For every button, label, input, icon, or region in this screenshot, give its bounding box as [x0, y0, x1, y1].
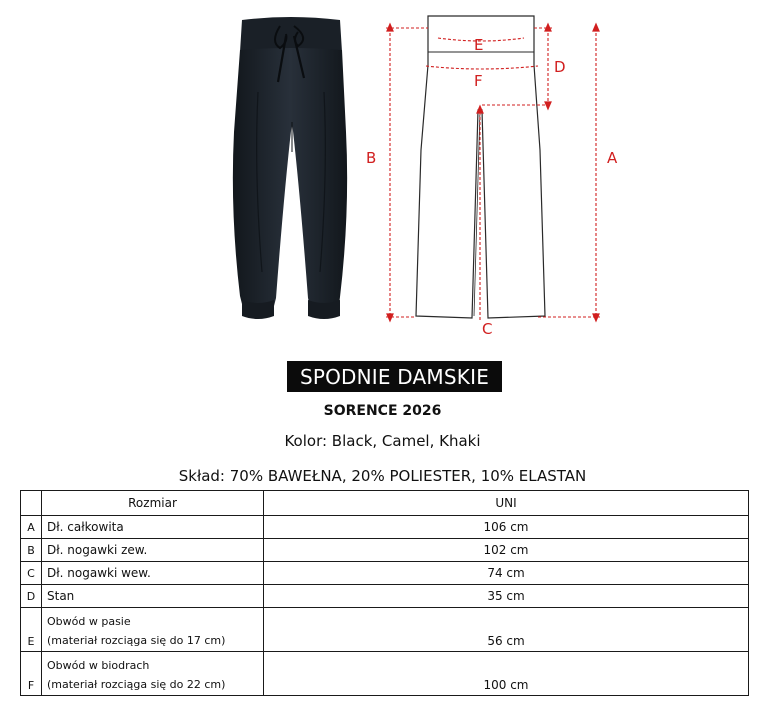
diagram-label-a: A — [607, 149, 618, 167]
diagram-label-e: E — [474, 36, 484, 54]
row-name: Dł. nogawki zew. — [42, 539, 264, 562]
diagram-label-c: C — [482, 320, 493, 338]
table-row — [21, 539, 749, 562]
table-header-empty — [21, 491, 42, 516]
product-title: SPODNIE DAMSKIE — [287, 361, 502, 392]
table-header-row — [21, 491, 749, 516]
product-colors: Kolor: Black, Camel, Khaki — [284, 432, 481, 450]
diagram-label-b: B — [366, 149, 377, 167]
row-letter: B — [21, 539, 42, 562]
product-model: SORENCE 2026 — [323, 403, 442, 419]
product-photo — [228, 12, 354, 327]
size-table — [20, 490, 749, 696]
row-name: Obwód w pasie — [47, 614, 131, 628]
row-name: Stan — [42, 585, 264, 608]
row-value: 100 cm — [264, 652, 749, 696]
row-value: 106 cm — [264, 516, 749, 539]
row-letter: A — [21, 516, 42, 539]
table-header-uni: UNI — [264, 491, 749, 516]
table-header-size: Rozmiar — [42, 491, 264, 516]
diagram-label-d: D — [554, 58, 566, 76]
row-letter: D — [21, 585, 42, 608]
row-note: (materiał rozciąga się do 22 cm) — [47, 677, 226, 691]
row-name-multiline — [42, 608, 264, 652]
row-value: 35 cm — [264, 585, 749, 608]
product-composition: Skład: 70% BAWEŁNA, 20% POLIESTER, 10% ELASTAN — [178, 467, 587, 485]
table-row — [21, 585, 749, 608]
table-row — [21, 652, 749, 696]
row-note: (materiał rozciąga się do 17 cm) — [47, 633, 226, 647]
row-name: Dł. całkowita — [42, 516, 264, 539]
row-value: 56 cm — [264, 608, 749, 652]
row-letter: E — [21, 608, 42, 652]
table-row — [21, 562, 749, 585]
table-row — [21, 608, 749, 652]
measurement-diagram — [360, 10, 630, 340]
row-name: Dł. nogawki wew. — [42, 562, 264, 585]
row-name-multiline — [42, 652, 264, 696]
row-value: 102 cm — [264, 539, 749, 562]
table-row — [21, 516, 749, 539]
diagram-label-f: F — [474, 72, 483, 90]
row-name: Obwód w biodrach — [47, 658, 150, 672]
row-letter: F — [21, 652, 42, 696]
row-letter: C — [21, 562, 42, 585]
row-value: 74 cm — [264, 562, 749, 585]
